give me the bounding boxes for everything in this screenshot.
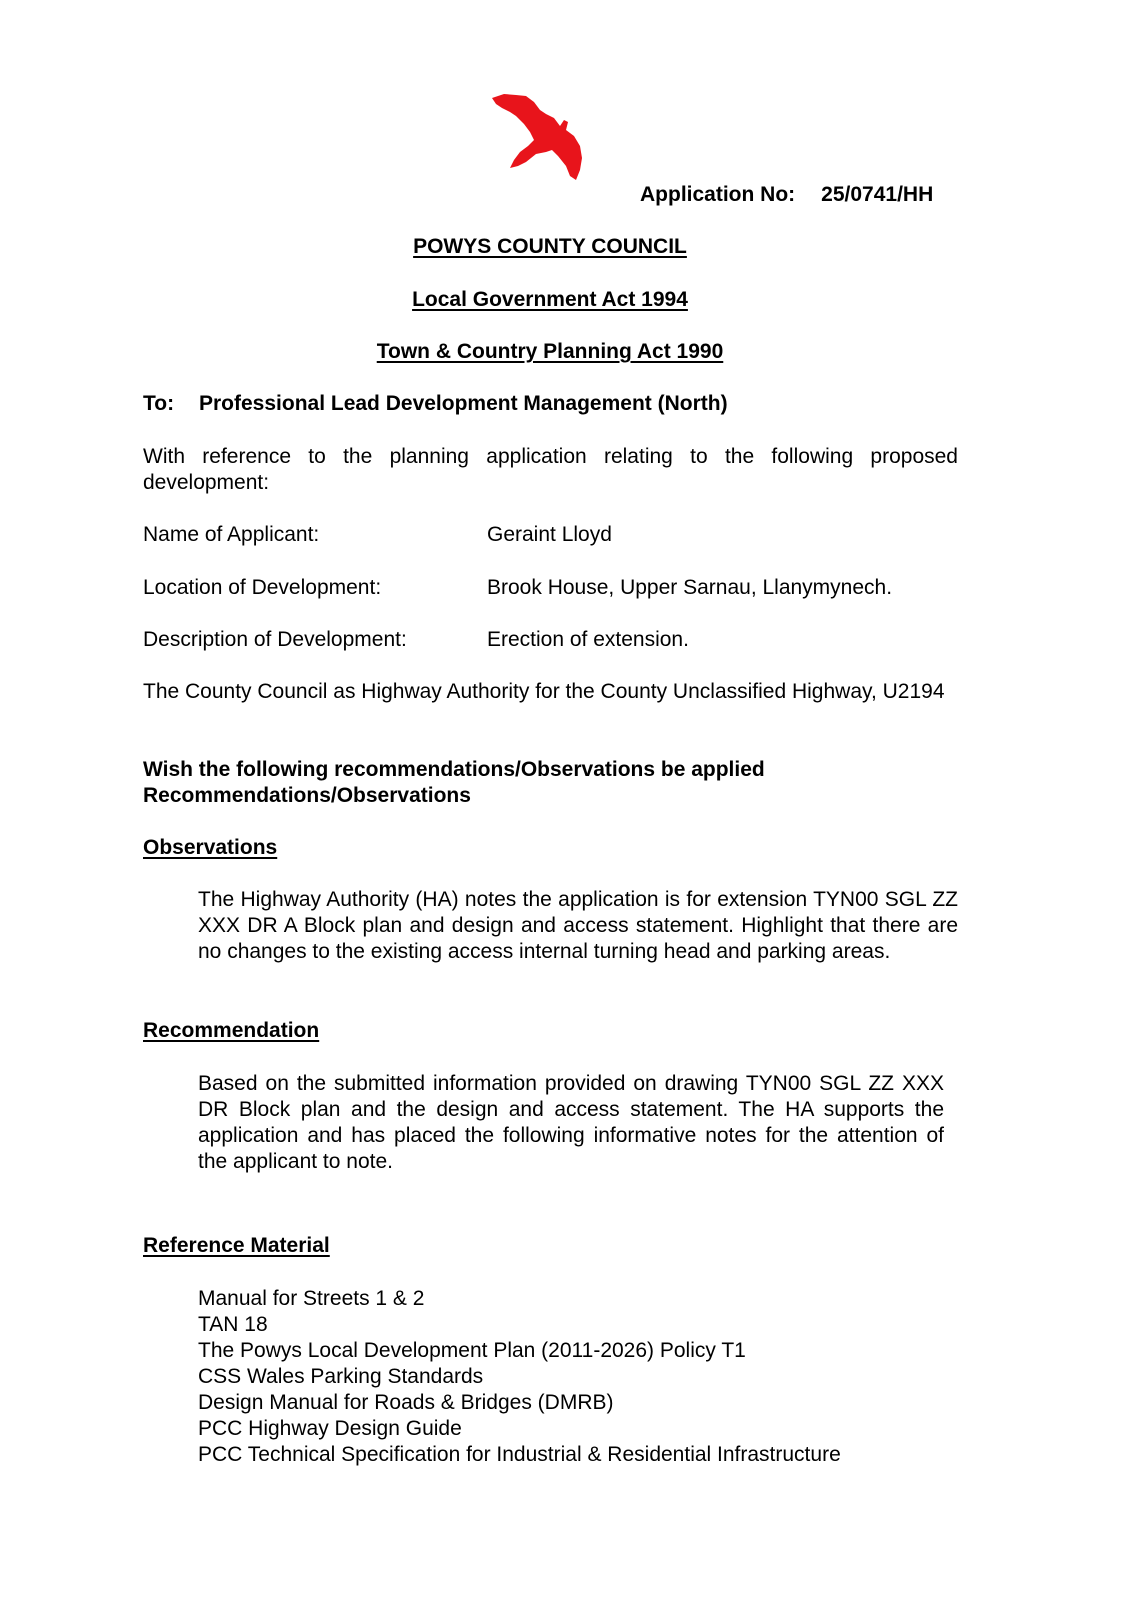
recommendation-heading: Recommendation (143, 1019, 320, 1042)
intro-paragraph: With reference to the planning application relating to the following proposed development: (143, 445, 958, 494)
list-item: PCC Technical Specification for Industrial & Residential Infrastructure (198, 1443, 841, 1466)
council-title: POWYS COUNTY COUNCIL (413, 235, 687, 258)
observations-heading: Observations (143, 836, 278, 859)
reference-heading: Reference Material (143, 1234, 330, 1257)
detail-value-location: Brook House, Upper Sarnau, Llanymynech. (487, 576, 893, 599)
list-item: Manual for Streets 1 & 2 (198, 1287, 425, 1310)
recipient: Professional Lead Development Management (North) (199, 392, 728, 415)
list-item: Design Manual for Roads & Bridges (DMRB) (198, 1391, 614, 1414)
application-number: 25/0741/HH (821, 183, 934, 206)
authority-statement: The County Council as Highway Authority for the County Unclassified Highway, U2194 (143, 680, 945, 703)
wish-line-2: Recommendations/Observations (143, 784, 471, 807)
detail-label-location: Location of Development: (143, 576, 382, 599)
detail-label-description: Description of Development: (143, 628, 407, 651)
red-kite-icon (490, 92, 590, 184)
detail-value-description: Erection of extension. (487, 628, 689, 651)
wish-line-1: Wish the following recommendations/Observations be applied (143, 758, 765, 781)
recipient-line (143, 391, 728, 417)
detail-value-applicant: Geraint Lloyd (487, 523, 612, 546)
act-title-town-country: Town & Country Planning Act 1990 (376, 340, 724, 363)
recipient-label: To: (143, 392, 175, 415)
application-number-line (640, 182, 960, 208)
list-item: TAN 18 (198, 1313, 268, 1336)
act-title-local-government: Local Government Act 1994 (412, 288, 688, 311)
list-item: The Powys Local Development Plan (2011-2026) Policy T1 (198, 1339, 746, 1362)
recommendation-text: Based on the submitted information provided on drawing TYN00 SGL ZZ XXX DR Block plan and the design and access statement. The HA supports the application and has placed the following informative notes for the attention of the applicant to note. (198, 1072, 944, 1173)
reference-list (198, 1286, 841, 1468)
list-item: CSS Wales Parking Standards (198, 1365, 484, 1388)
list-item: PCC Highway Design Guide (198, 1417, 462, 1440)
detail-label-applicant: Name of Applicant: (143, 523, 320, 546)
application-number-label: Application No: (640, 183, 796, 206)
observations-text: The Highway Authority (HA) notes the application is for extension TYN00 SGL ZZ XXX DR A Block plan and design and access statement. Highlight that there are no changes to the existing access internal turning head and parking areas. (198, 888, 958, 963)
